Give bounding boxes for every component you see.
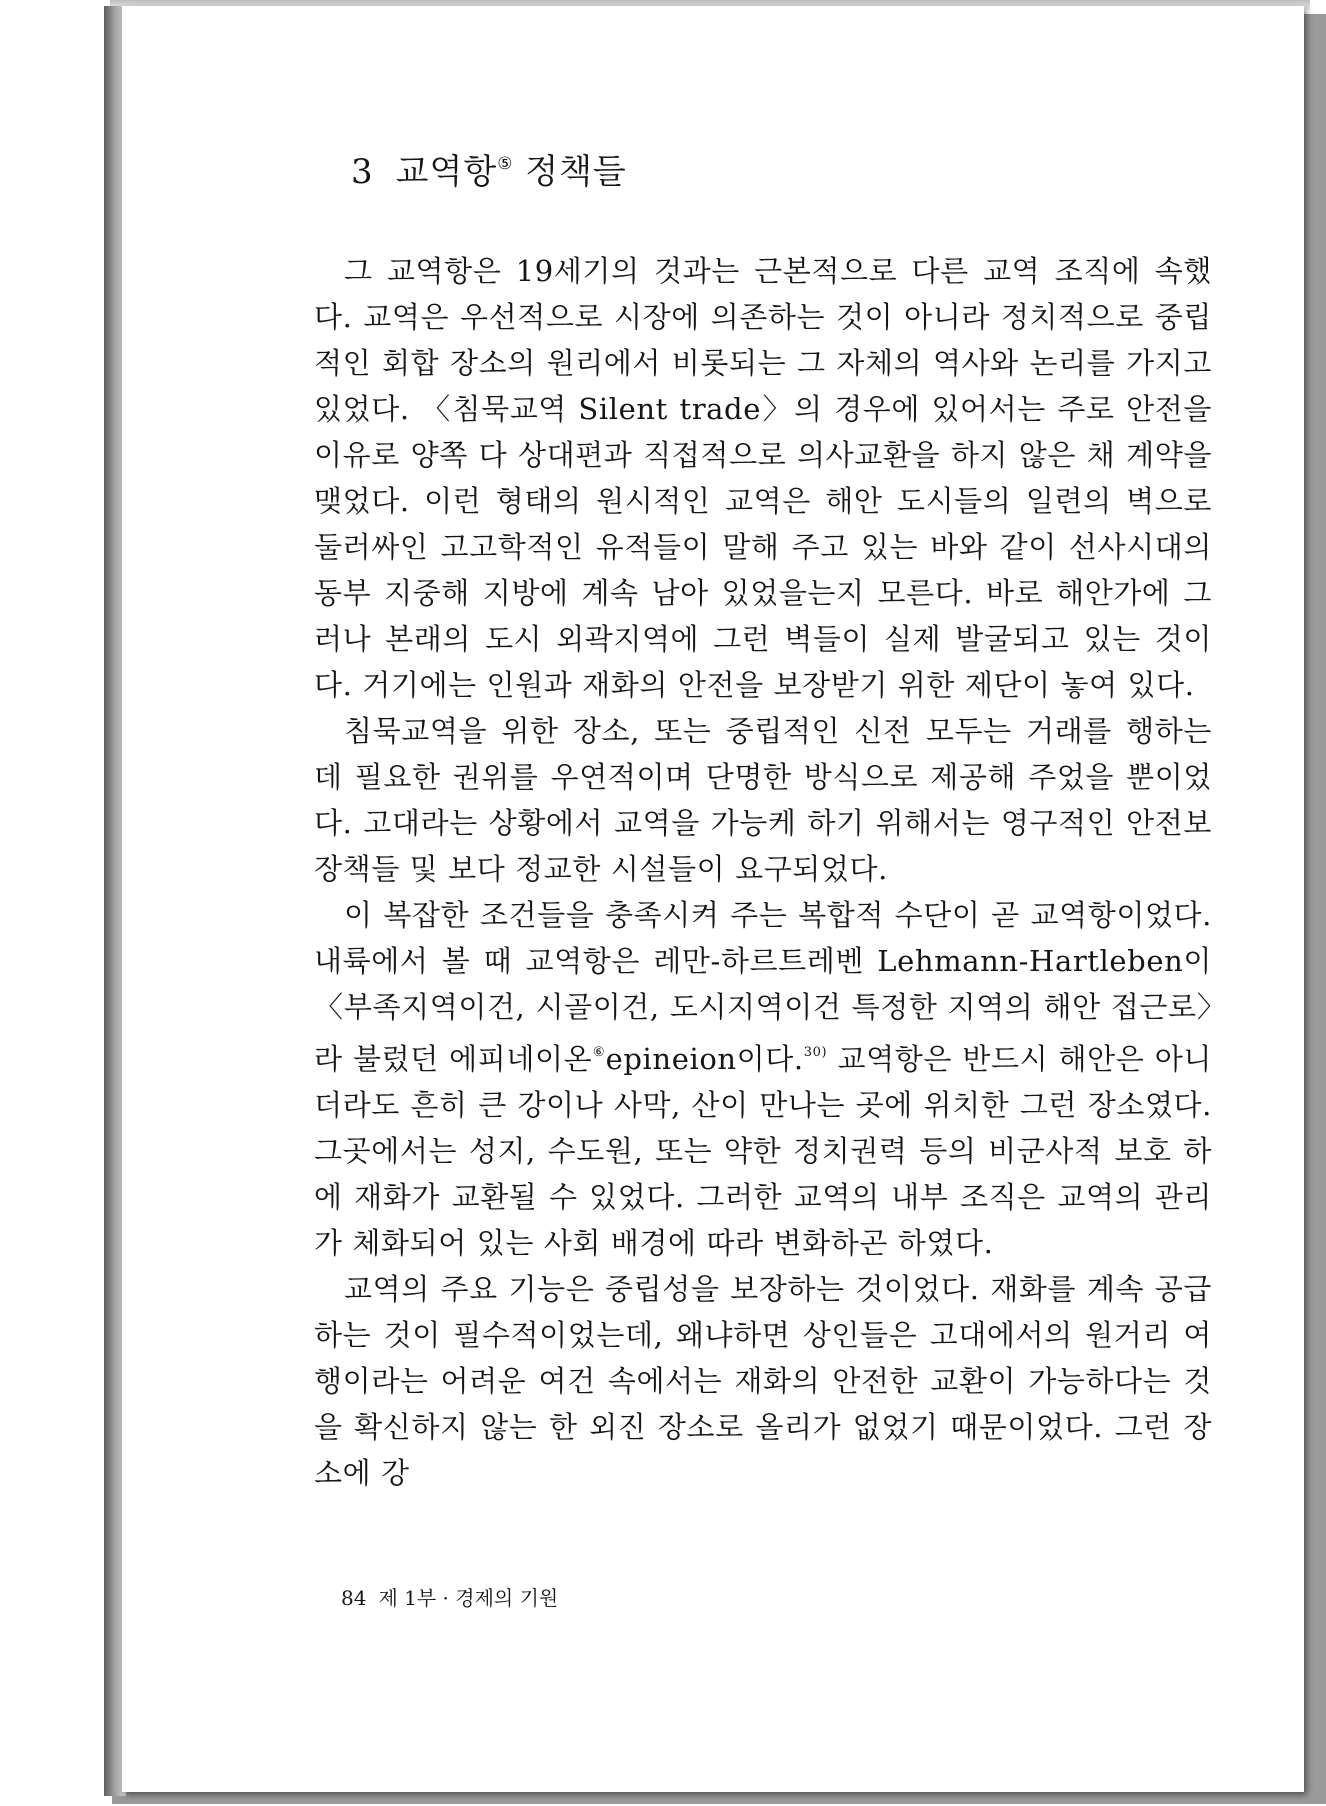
section-title: 교역항 <box>395 152 498 192</box>
section-heading <box>351 140 1212 196</box>
paragraph-3-rest: 교역항은 반드시 해안은 아니더라도 흔히 큰 강이나 사막, 산이 만나는 곳에 위치한 그런 장소였다. 그곳에서는 성지, 수도원, 또는 약한 정치권력 등의 비군사적 보호 하에 재화가 교환될 수 있었다. 그러한 교역의 내부 조직은 교역의 관리가 체화되어 있는 사회 배경에 따라 변화하곤 하였다. <box>314 1042 1212 1260</box>
paragraph-1: 그 교역항은 19세기의 것과는 근본적으로 다른 교역 조직에 속했다. 교역은 우선적으로 시장에 의존하는 것이 아니라 정치적으로 중립적인 회합 장소의 원리에서 비롯되는 그 자체의 역사와 논리를 가지고 있었다. 〈침묵교역 Silent trade〉의 경우에 있어서는 주로 안전을 이유로 양쪽 다 상대편과 직접적으로 의사교환을 하지 않은 채 계약을 맺었다. 이런 형태의 원시적인 교역은 해안 도시들의 일련의 벽으로 둘러싸인 고고학적인 유적들이 말해 주고 있는 바와 같이 선사시대의 동부 지중해 지방에 계속 남아 있었을는지 모른다. 바로 해안가에 그러나 본래의 도시 외곽지역에 그런 벽들이 실제 발굴되고 있는 것이다. 거기에는 인원과 재화의 안전을 보장받기 위한 제단이 놓여 있다. <box>314 254 1212 702</box>
page-number: 84 <box>341 1586 367 1610</box>
paragraph-3 <box>314 892 1212 1266</box>
page-footer <box>341 1582 558 1611</box>
paragraph-3-text: 이 복잡한 조건들을 충족시켜 주는 복합적 수단이 곧 교역항이었다. 내륙에서 볼 때 교역항은 레만-하르트레벤 Lehmann-Hartleben이 〈부족지역이건, 시골이건, 도시지역이건 특정한 지역의 해안 접근로〉라 불렀던 에피네이온 <box>314 898 1212 1076</box>
section-number: 3 <box>351 152 374 192</box>
paragraph-2: 침묵교역을 위한 장소, 또는 중립적인 신전 모두는 거래를 행하는 데 필요한 권위를 우연적이며 단명한 방식으로 제공해 주었을 뿐이었다. 고대라는 상황에서 교역을 가능케 하기 위해서는 영구적인 안전보장책들 및 보다 정교한 시설들이 요구되었다. <box>314 714 1212 886</box>
page-content <box>314 140 1212 1496</box>
section-title-rest: 정책들 <box>513 152 627 192</box>
footnote-reference: 30) <box>803 1045 828 1060</box>
running-title: 제 1부 · 경제의 기원 <box>378 1586 559 1610</box>
heading-note-marker: ⑤ <box>497 154 514 174</box>
paragraph-3-note-marker: ⑥ <box>592 1045 606 1060</box>
paragraph-4: 교역의 주요 기능은 중립성을 보장하는 것이었다. 재화를 계속 공급하는 것이 필수적이었는데, 왜냐하면 상인들은 고대에서의 원거리 여행이라는 어려운 여건 속에서는 재화의 안전한 교환이 가능하다는 것을 확신하지 않는 한 외진 장소로 올리가 없었기 때문이었다. 그런 장소에 강 <box>314 1272 1212 1490</box>
paragraph-3-term: epineion이다. <box>605 1042 804 1076</box>
